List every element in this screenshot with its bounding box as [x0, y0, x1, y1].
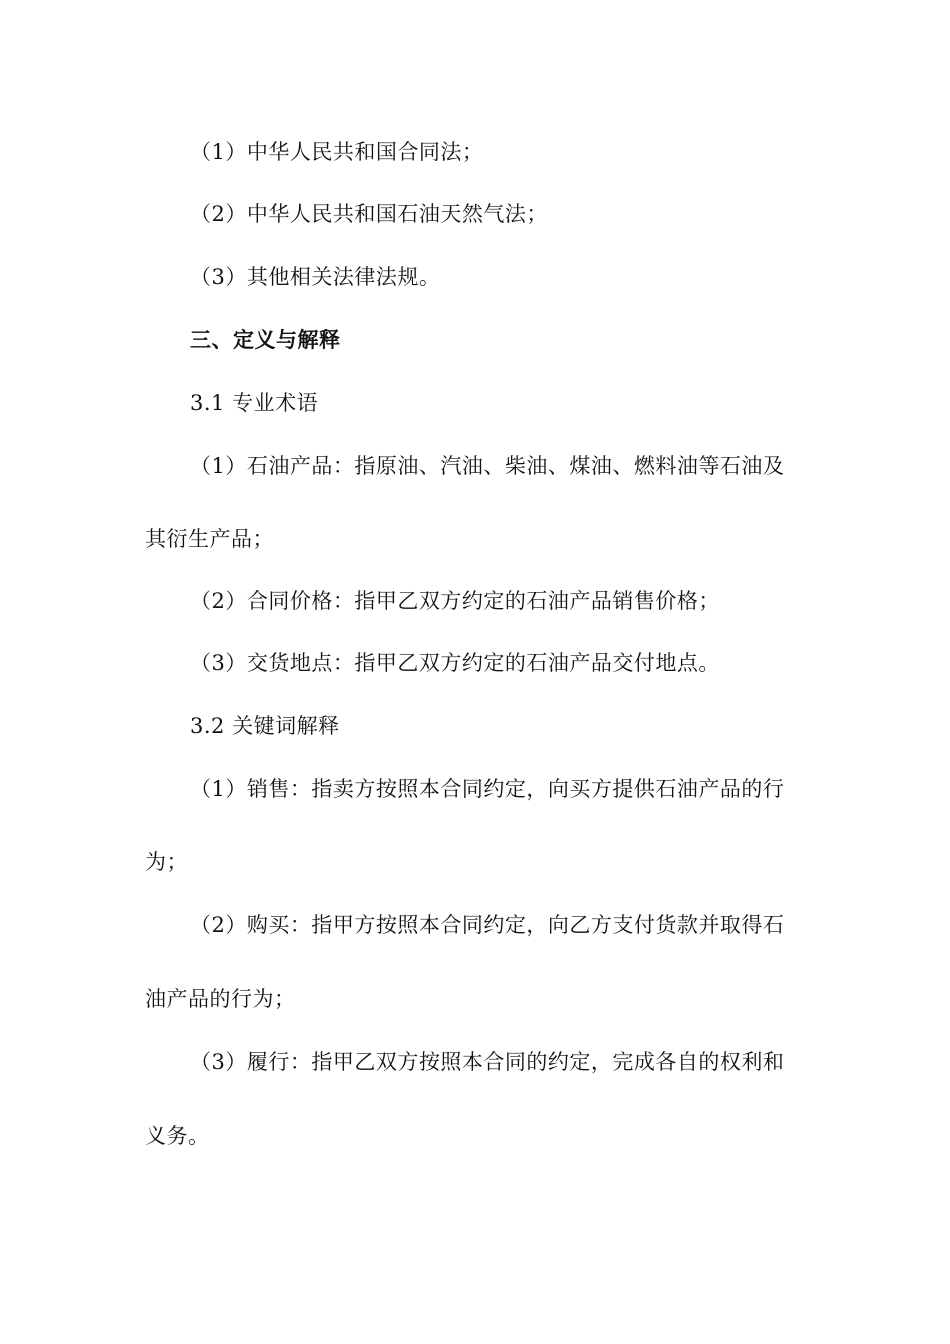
- keyword-item-1-line-2: 为；: [145, 850, 188, 874]
- law-item-2: （2）中华人民共和国石油天然气法；: [190, 202, 548, 226]
- keyword-item-3-line-2: 义务。: [145, 1124, 210, 1148]
- subsection-heading-3-2: 3.2 关键词解释: [190, 714, 340, 738]
- keyword-item-2-line-2: 油产品的行为；: [145, 987, 296, 1011]
- law-item-3: （3）其他相关法律法规。: [190, 265, 441, 289]
- term-item-3: （3）交货地点：指甲乙双方约定的石油产品交付地点。: [190, 651, 720, 675]
- term-item-2: （2）合同价格：指甲乙双方约定的石油产品销售价格；: [190, 589, 720, 613]
- keyword-item-1-line-1: （1）销售：指卖方按照本合同约定，向买方提供石油产品的行: [190, 777, 785, 801]
- keyword-item-3-line-1: （3）履行：指甲乙双方按照本合同的约定，完成各自的权利和: [190, 1050, 785, 1074]
- keyword-item-2-line-1: （2）购买：指甲方按照本合同约定，向乙方支付货款并取得石: [190, 913, 785, 937]
- section-heading-definitions: 三、定义与解释: [190, 327, 341, 352]
- law-item-1: （1）中华人民共和国合同法；: [190, 140, 484, 164]
- term-item-1-line-2: 其衍生产品；: [145, 527, 274, 551]
- subsection-heading-3-1: 3.1 专业术语: [190, 391, 319, 415]
- term-item-1-line-1: （1）石油产品：指原油、汽油、柴油、煤油、燃料油等石油及: [190, 454, 785, 478]
